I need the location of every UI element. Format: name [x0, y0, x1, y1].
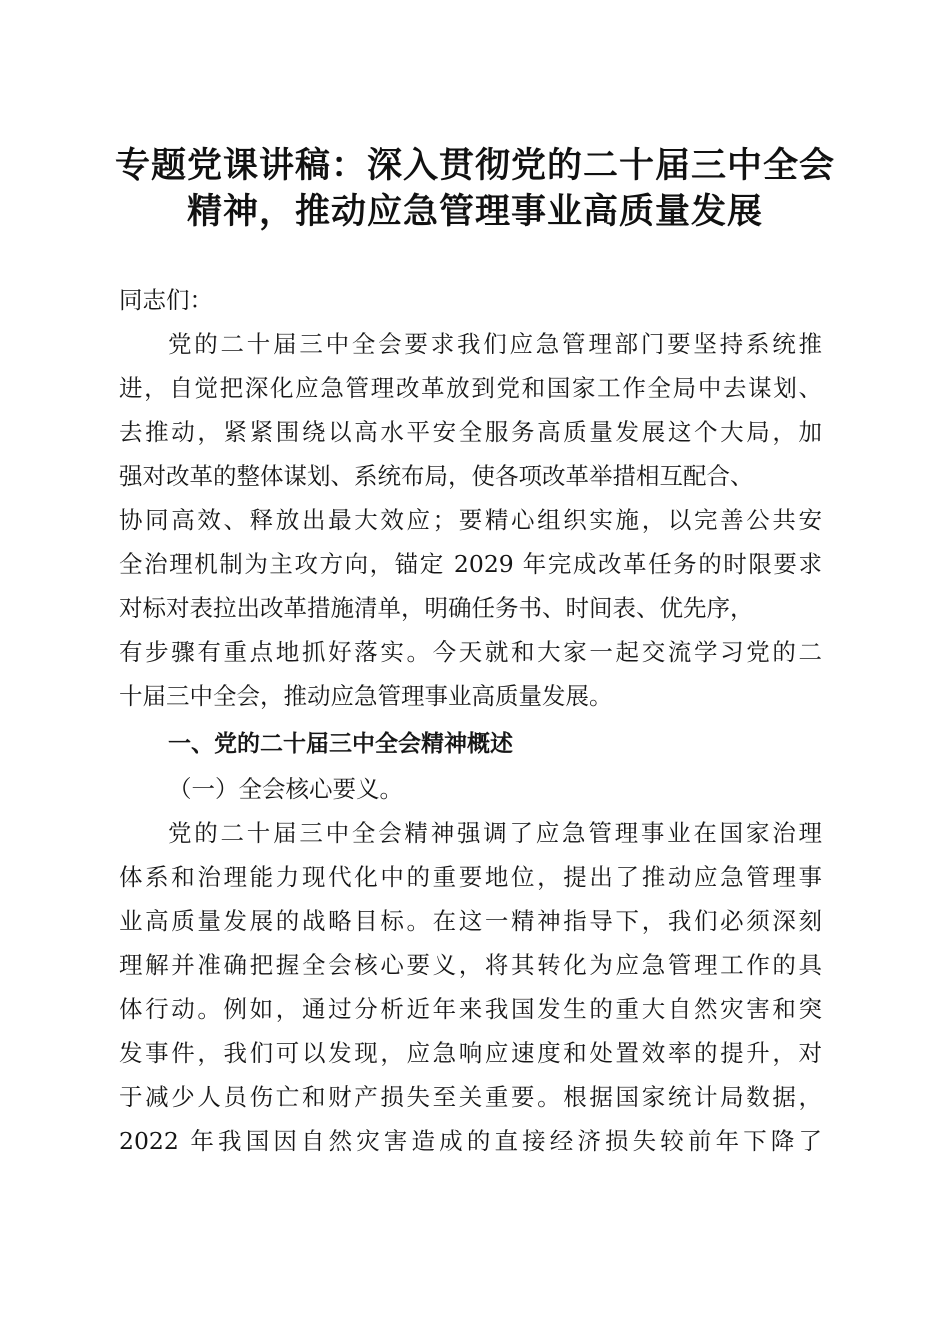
paragraph-1-line: 强对改革的整体谋划、系统布局，使各项改革举措相互配合、: [119, 462, 754, 490]
paragraph-2-line: 体系和治理能力现代化中的重要地位，提出了推动应急管理事: [119, 863, 822, 891]
paragraph-1-line: 党的二十届三中全会要求我们应急管理部门要坚持系统推: [168, 330, 822, 358]
document-title-line-2: 精神，推动应急管理事业高质量发展: [186, 191, 763, 232]
paragraph-2-line: 2022 年我国因自然灾害造成的直接经济损失较前年下降了: [119, 1127, 822, 1155]
paragraph-2-line: 体行动。例如，通过分析近年来我国发生的重大自然灾害和突: [119, 995, 822, 1023]
salutation: 同志们：: [119, 286, 213, 314]
paragraph-1-line: 进，自觉把深化应急管理改革放到党和国家工作全局中去谋划、: [119, 374, 822, 402]
paragraph-1-line: 去推动，紧紧围绕以高水平安全服务高质量发展这个大局，加: [119, 418, 822, 446]
paragraph-1-line: 协同高效、释放出最大效应；要精心组织实施，以完善公共安: [119, 506, 822, 534]
section-1-heading: 一、党的二十届三中全会精神概述: [168, 731, 513, 757]
paragraph-2-line: 发事件，我们可以发现，应急响应速度和处置效率的提升，对: [119, 1039, 822, 1067]
paragraph-1-line: 有步骤有重点地抓好落实。今天就和大家一起交流学习党的二: [119, 638, 822, 666]
paragraph-1-line: 全治理机制为主攻方向，锚定 2029 年完成改革任务的时限要求: [119, 550, 822, 578]
paragraph-2-line: 党的二十届三中全会精神强调了应急管理事业在国家治理: [168, 819, 822, 847]
subsection-1-heading: （一）全会核心要义。: [168, 775, 403, 803]
paragraph-1-line: 十届三中全会，推动应急管理事业高质量发展。: [119, 682, 613, 710]
paragraph-2-line: 理解并准确把握全会核心要义，将其转化为应急管理工作的具: [119, 951, 822, 979]
paragraph-1-line: 对标对表拉出改革措施清单，明确任务书、时间表、优先序，: [119, 594, 754, 622]
document-title-line-1: 专题党课讲稿：深入贯彻党的二十届三中全会: [114, 145, 835, 186]
paragraph-2-line: 于减少人员伤亡和财产损失至关重要。根据国家统计局数据，: [119, 1083, 822, 1111]
paragraph-2-line: 业高质量发展的战略目标。在这一精神指导下，我们必须深刻: [119, 907, 822, 935]
